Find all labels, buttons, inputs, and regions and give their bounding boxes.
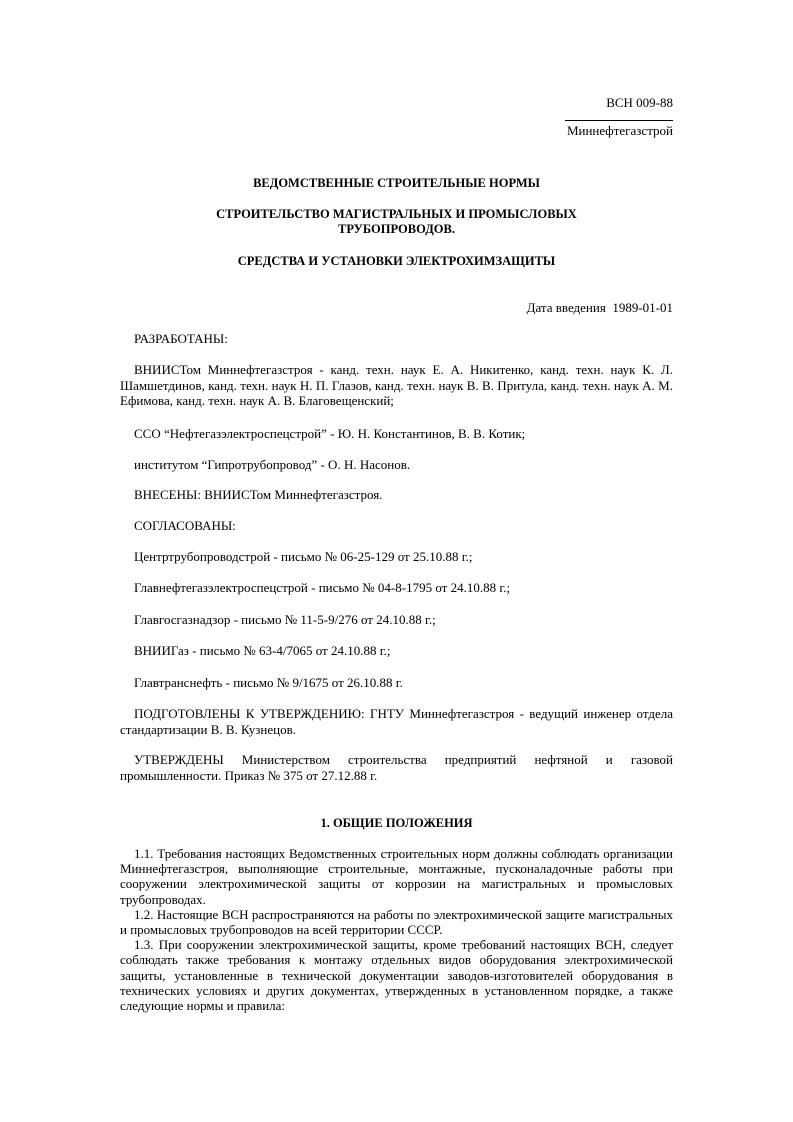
- topic-title: СРЕДСТВА И УСТАНОВКИ ЭЛЕКТРОХИМЗАЩИТЫ: [237, 254, 556, 268]
- section-1-body: [120, 846, 673, 1013]
- section-paragraph: 1.1. Требования настоящих Ведомственных строительных норм должны соблюдать организации Миннефтегазстроя, выполняющие строительные, монтажные, пусконаладочные работы при сооружении электрохимической защиты от коррозии на магистральных и промысловых трубопроводах.: [120, 846, 673, 907]
- section-paragraph: 1.2. Настоящие ВСН распространяются на работы по электрохимической защите магистральных и промысловых трубопроводов на всей территории СССР.: [120, 906, 673, 938]
- subtitle-line-2: ТРУБОПРОВОДОВ.: [338, 222, 455, 236]
- agreed-item: ВНИИГаз - письмо № 63-4/7065 от 24.10.88 г.;: [134, 643, 391, 658]
- agreed-heading: СОГЛАСОВАНЫ:: [134, 518, 236, 533]
- date-value: 1989-01-01: [612, 300, 673, 315]
- introduction-date: [527, 300, 673, 316]
- approved-paragraph: УТВЕРЖДЕНЫ Министерством строительства предприятий нефтяной и газовой промышленности. Приказ № 375 от 27.12.88 г.: [120, 752, 673, 783]
- document-code: ВСН 009-88: [606, 95, 673, 110]
- developed-sso: ССО “Нефтегазэлектроспецстрой” - Ю. Н. Константинов, В. В. Котик;: [134, 426, 526, 441]
- main-title: ВЕДОМСТВЕННЫЕ СТРОИТЕЛЬНЫЕ НОРМЫ: [253, 176, 540, 190]
- agreed-item: Главтранснефть - письмо № 9/1675 от 26.10.88 г.: [134, 675, 403, 690]
- date-label: Дата введения: [526, 300, 606, 315]
- developed-institute: институтом “Гипротрубопровод” - О. Н. Насонов.: [134, 457, 411, 472]
- organization-name: Миннефтегазстрой: [566, 123, 673, 138]
- section-1-title: 1. ОБЩИЕ ПОЛОЖЕНИЯ: [320, 816, 473, 830]
- agreed-item: Центртрубопроводстрой - письмо № 06-25-129 от 25.10.88 г.;: [134, 549, 473, 564]
- header-rule: [565, 120, 673, 121]
- organization-block: [565, 120, 673, 139]
- section-paragraph: 1.3. При сооружении электрохимической защиты, кроме требований настоящих ВСН, следует соблюдать также требования к монтажу отдельных видов оборудования электрохимической защиты, установленные в технической документации заводов-изготовителей оборудования в технических условиях и других документах, утвержденных в установленном порядке, а также следующие нормы и правила:: [120, 937, 673, 1014]
- prepared-paragraph: ПОДГОТОВЛЕНЫ К УТВЕРЖДЕНИЮ: ГНТУ Миннефтегазстроя - ведущий инженер отдела стандартизации В. В. Кузнецов.: [120, 706, 673, 737]
- submitted-line: ВНЕСЕНЫ: ВНИИСТом Миннефтегазстроя.: [134, 487, 383, 502]
- developed-heading: РАЗРАБОТАНЫ:: [134, 331, 228, 346]
- agreed-item: Главгосгазнадзор - письмо № 11-5-9/276 от 24.10.88 г.;: [134, 612, 436, 627]
- agreed-item: Главнефтегазэлектроспецстрой - письмо № 04-8-1795 от 24.10.88 г.;: [134, 580, 511, 595]
- developed-vniist: ВНИИСТом Миннефтегазстроя - канд. техн. наук Е. А. Никитенко, канд. техн. наук К. Л. Шамшетдинов, канд. техн. наук Н. П. Глазов, канд. техн. наук В. В. Притула, канд. техн. наук А. М. Ефимова, канд. техн. наук А. В. Благовещенский;: [120, 362, 673, 408]
- subtitle-line-1: СТРОИТЕЛЬСТВО МАГИСТРАЛЬНЫХ И ПРОМЫСЛОВЫХ: [216, 207, 577, 221]
